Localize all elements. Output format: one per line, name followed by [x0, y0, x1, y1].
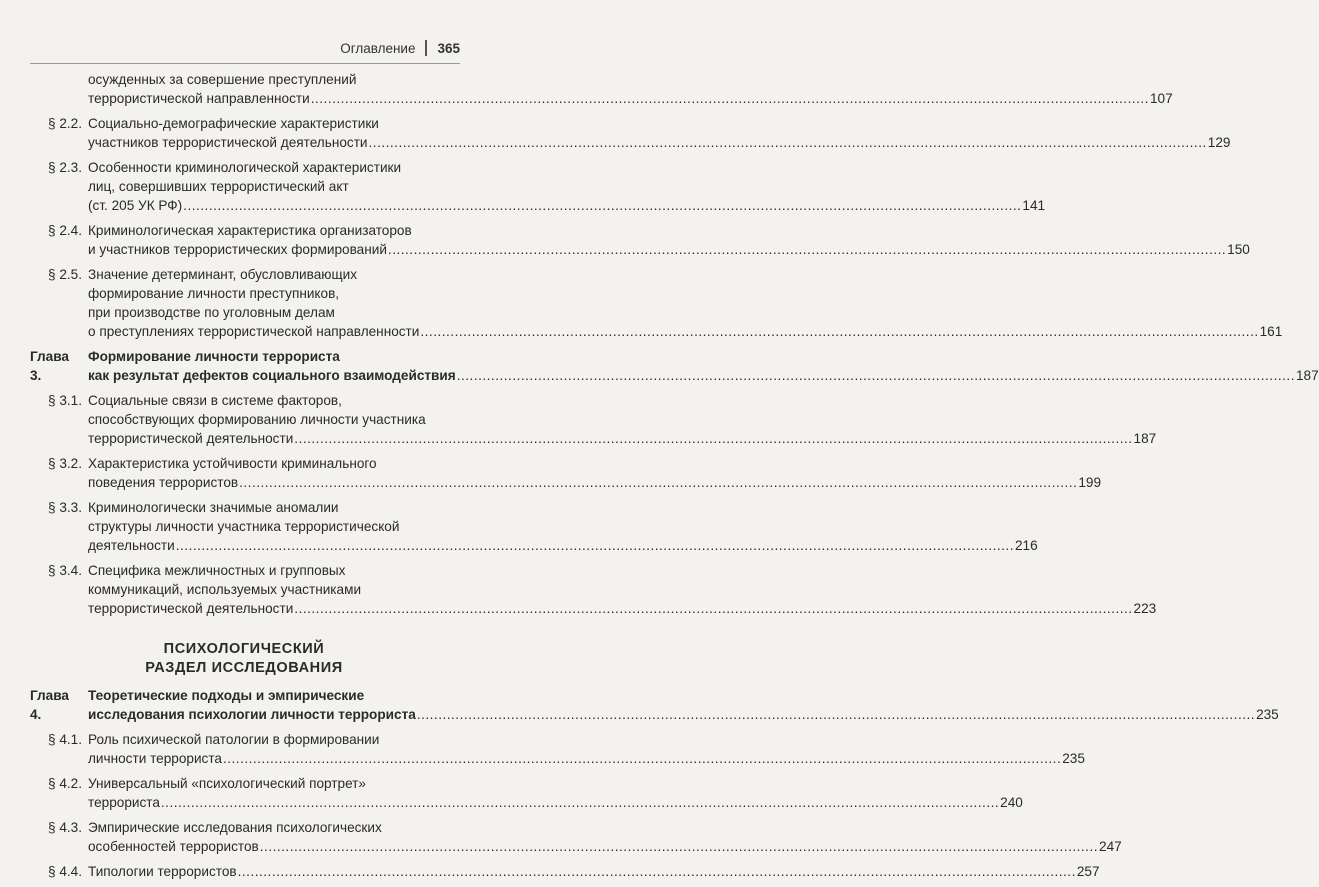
- toc-section-entry: [30, 158, 1046, 215]
- toc-entry-title-line: Эмпирические исследования психологических: [88, 820, 382, 835]
- toc-entry-title-line: поведения террористов: [88, 475, 239, 490]
- toc-entry-page: 199: [1078, 475, 1102, 490]
- toc-entry-title-line: структуры личности участника террористической: [88, 519, 400, 534]
- toc-entry-title: [88, 730, 1085, 768]
- toc-list-part-one: [30, 70, 1319, 618]
- toc-entry-page: 235: [1062, 751, 1085, 766]
- dot-leader: [161, 793, 999, 812]
- toc-list-part-two: [30, 686, 1279, 881]
- dot-leader: [223, 749, 1061, 768]
- toc-entry-title-line: при производстве по уголовным делам: [88, 305, 335, 320]
- toc-entry-title: [88, 391, 1156, 448]
- header-rule: [30, 63, 460, 64]
- toc-entry-title-line: особенностей террористов: [88, 839, 259, 854]
- toc-entry-number: § 4.4.: [47, 864, 82, 879]
- toc-entry-title-line: террористической направленности: [88, 91, 310, 106]
- toc-entry-title-line: способствующих формированию личности участника: [88, 412, 426, 427]
- toc-entry-title-line: (ст. 205 УК РФ): [88, 198, 183, 213]
- toc-entry-page: 235: [1256, 707, 1279, 722]
- toc-entry-title-line: Характеристика устойчивости криминального: [88, 456, 377, 471]
- toc-entry-title: [88, 862, 1100, 881]
- toc-section-entry: [30, 70, 1173, 108]
- toc-entry-title-line: Социально-демографические характеристики: [88, 116, 379, 131]
- dot-leader: [388, 240, 1226, 259]
- toc-entry-title-line: личности террориста: [88, 751, 222, 766]
- toc-section-entry: [30, 862, 1100, 881]
- toc-entry-title: [88, 347, 1319, 385]
- toc-chapter-entry: [30, 347, 1319, 385]
- toc-entry-number: § 4.1.: [47, 732, 82, 747]
- toc-entry-title: [88, 818, 1122, 856]
- toc-entry-title: [88, 774, 1023, 812]
- toc-entry-page: 129: [1207, 135, 1231, 150]
- toc-entry-title-line: Социальные связи в системе факторов,: [88, 393, 342, 408]
- toc-entry-title: [88, 158, 1045, 215]
- toc-entry-title-line: лиц, совершивших террористический акт: [88, 179, 349, 194]
- toc-entry-title-line: террориста: [88, 795, 160, 810]
- toc-entry-title: [88, 70, 1173, 108]
- toc-section-entry: [30, 454, 1102, 492]
- dot-leader: [417, 705, 1255, 724]
- page-number: 365: [437, 40, 460, 56]
- toc-section-entry: [30, 391, 1157, 448]
- toc-entry-title-line: Криминологически значимые аномалии: [88, 500, 339, 515]
- toc-entry-title-line: и участников террористических формирований: [88, 242, 387, 257]
- toc-section-entry: [30, 265, 1283, 341]
- toc-entry-title: [88, 498, 1038, 555]
- dot-leader: [294, 429, 1132, 448]
- toc-entry-title: [88, 686, 1279, 724]
- section-heading-line: РАЗДЕЛ ИССЛЕДОВАНИЯ: [145, 660, 343, 676]
- toc-entry-title-line: формирование личности преступников,: [88, 286, 340, 301]
- toc-entry-page: 187: [1295, 368, 1319, 383]
- toc-entry-page: 216: [1014, 538, 1038, 553]
- toc-entry-title: [88, 221, 1250, 259]
- dot-leader: [176, 536, 1014, 555]
- toc-entry-title: [88, 114, 1230, 152]
- running-header-title: Оглавление: [340, 40, 416, 56]
- toc-entry-title-line: террористической деятельности: [88, 601, 294, 616]
- dot-leader: [420, 322, 1258, 341]
- dot-leader: [294, 599, 1132, 618]
- toc-entry-title-line: как результат дефектов социального взаимодействия: [88, 368, 456, 383]
- toc-entry-number: Глава 3.: [30, 349, 69, 383]
- toc-entry-number: § 2.4.: [47, 223, 82, 238]
- toc-entry-number: § 3.4.: [47, 563, 82, 578]
- toc-entry-title-line: деятельности: [88, 538, 175, 553]
- toc-entry-title-line: исследования психологии личности террориста: [88, 707, 416, 722]
- toc-section-entry: [30, 221, 1250, 259]
- toc-entry-title: [88, 265, 1282, 341]
- toc-entry-title-line: Типологии террористов: [88, 864, 237, 879]
- toc-entry-title-line: Роль психической патологии в формировании: [88, 732, 380, 747]
- toc-section-entry: [30, 561, 1157, 618]
- toc-entry-title-line: Формирование личности террориста: [88, 349, 340, 364]
- dot-leader: [239, 473, 1077, 492]
- toc-entry-number: § 4.2.: [47, 776, 82, 791]
- toc-entry-number: [30, 70, 88, 108]
- table-of-contents: [30, 70, 1319, 887]
- toc-entry-number: § 3.2.: [47, 456, 82, 471]
- dot-leader: [311, 89, 1149, 108]
- toc-entry-title-line: Универсальный «психологический портрет»: [88, 776, 366, 791]
- toc-entry-page: 257: [1076, 864, 1100, 879]
- toc-section-entry: [30, 818, 1122, 856]
- toc-entry-page: 150: [1227, 242, 1250, 257]
- toc-entry-title: [88, 561, 1156, 618]
- toc-entry-title-line: Особенности криминологической характеристики: [88, 160, 402, 175]
- dot-leader: [457, 366, 1295, 385]
- section-heading-line: ПСИХОЛОГИЧЕСКИЙ: [163, 641, 325, 657]
- toc-entry-title-line: Криминологическая характеристика организаторов: [88, 223, 412, 238]
- running-header: [340, 40, 460, 56]
- dot-leader: [369, 133, 1207, 152]
- toc-entry-number: Глава 4.: [30, 688, 69, 722]
- toc-entry-page: 247: [1099, 839, 1122, 854]
- toc-entry-page: 161: [1259, 324, 1283, 339]
- toc-entry-title-line: Значение детерминант, обусловливающих: [88, 267, 358, 282]
- header-separator: [425, 40, 427, 56]
- toc-entry-number: § 2.2.: [47, 116, 82, 131]
- toc-entry-number: § 3.3.: [47, 500, 82, 515]
- toc-section-entry: [30, 498, 1038, 555]
- toc-entry-number: § 2.5.: [47, 267, 82, 282]
- toc-entry-page: 187: [1133, 431, 1157, 446]
- toc-entry-number: § 2.3.: [47, 160, 82, 175]
- section-heading: [30, 640, 458, 678]
- toc-section-entry: [30, 774, 1023, 812]
- toc-entry-title-line: Специфика межличностных и групповых: [88, 563, 346, 578]
- toc-entry-page: 141: [1022, 198, 1046, 213]
- toc-entry-number: § 3.1.: [47, 393, 82, 408]
- toc-chapter-entry: [30, 686, 1279, 724]
- dot-leader: [260, 837, 1098, 856]
- dot-leader: [183, 196, 1021, 215]
- toc-entry-title-line: коммуникаций, используемых участниками: [88, 582, 362, 597]
- toc-entry-title-line: о преступлениях террористической направленности: [88, 324, 420, 339]
- toc-entry-page: 223: [1133, 601, 1157, 616]
- toc-entry-number: § 4.3.: [47, 820, 82, 835]
- toc-entry-title-line: осужденных за совершение преступлений: [88, 72, 357, 87]
- dot-leader: [238, 862, 1076, 881]
- toc-entry-title: [88, 454, 1101, 492]
- toc-entry-title-line: Теоретические подходы и эмпирические: [88, 688, 365, 703]
- toc-section-entry: [30, 730, 1085, 768]
- toc-section-entry: [30, 114, 1231, 152]
- toc-entry-title-line: участников террористической деятельности: [88, 135, 368, 150]
- toc-entry-page: 107: [1149, 91, 1173, 106]
- toc-entry-page: 240: [1000, 795, 1023, 810]
- toc-entry-title-line: террористической деятельности: [88, 431, 294, 446]
